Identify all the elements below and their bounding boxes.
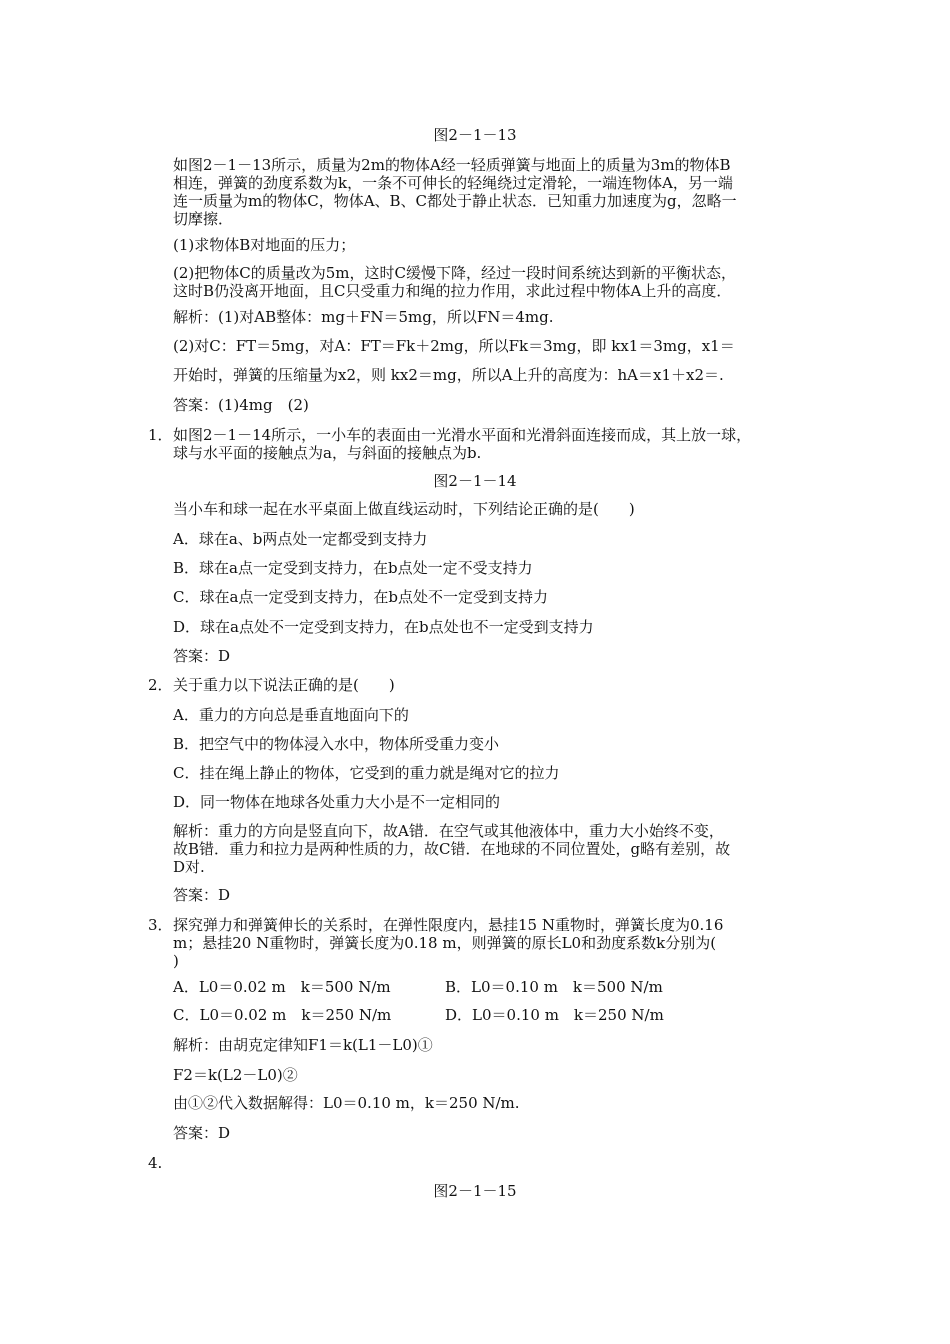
question-stem-line: m；悬挂20 N重物时，弹簧长度为0.18 m，则弹簧的原长L0和劲度系数k分别为( (173, 934, 717, 952)
analysis-line: 由①②代入数据解得：L0＝0.10 m，k＝250 N/m. (173, 1094, 520, 1112)
figure-caption: 图2－1－14 (433, 472, 517, 490)
question-stem: 关于重力以下说法正确的是( ) (173, 676, 395, 694)
example-stem-line: 切摩擦． (173, 210, 234, 228)
question-number: 4. (148, 1154, 163, 1172)
option-a: A．重力的方向总是垂直地面向下的 (173, 706, 409, 724)
option-c: C．挂在绳上静止的物体，它受到的重力就是绳对它的拉力 (173, 764, 560, 782)
question-number: 1． (148, 426, 173, 444)
option-b: B．球在a点一定受到支持力，在b点处一定不受支持力 (173, 559, 533, 577)
analysis-line: 解析：由胡克定律知F1＝k(L1－L0)① (173, 1036, 433, 1054)
option-a: A．L0＝0.02 m k＝500 N/m (173, 978, 391, 996)
answer: 答案：D (173, 647, 231, 665)
analysis-line: 故B错．重力和拉力是两种性质的力，故C错．在地球的不同位置处，g略有差别，故 (173, 840, 731, 858)
example-solution-line: 开始时，弹簧的压缩量为x2，则 kx2＝mg，所以A上升的高度为：hA＝x1＋x2＝. (173, 366, 724, 384)
example-stem-line: 连一质量为m的物体C，物体A、B、C都处于静止状态．已知重力加速度为g，忽略一 (173, 192, 737, 210)
example-question-2: (2)把物体C的质量改为5m，这时C缓慢下降，经过一段时间系统达到新的平衡状态， (173, 264, 736, 282)
question-stem-line: 探究弹力和弹簧伸长的关系时，在弹性限度内，悬挂15 N重物时，弹簧长度为0.16 (173, 916, 724, 934)
option-d: D．球在a点处不一定受到支持力，在b点处也不一定受到支持力 (173, 618, 594, 636)
analysis-line: 解析：重力的方向是竖直向下，故A错．在空气或其他液体中，重力大小始终不变， (173, 822, 724, 840)
option-c: C．L0＝0.02 m k＝250 N/m (173, 1006, 392, 1024)
example-solution-line: (2)对C：FT＝5mg，对A：FT＝Fk＋2mg，所以Fk＝3mg，即 kx1＝3mg，x1＝ (173, 337, 735, 355)
question-prompt: 当小车和球一起在水平桌面上做直线运动时，下列结论正确的是( ) (173, 500, 635, 518)
option-d: D．同一物体在地球各处重力大小是不一定相同的 (173, 793, 501, 811)
option-b: B．把空气中的物体浸入水中，物体所受重力变小 (173, 735, 500, 753)
example-question-1: (1)求物体B对地面的压力； (173, 236, 356, 254)
question-stem-line: 如图2－1－14所示，一小车的表面由一光滑水平面和光滑斜面连接而成，其上放一球， (173, 426, 752, 444)
example-answer: 答案：(1)4mg (2) (173, 396, 309, 414)
option-b: B．L0＝0.10 m k＝500 N/m (445, 978, 663, 996)
question-number: 3． (148, 916, 173, 934)
analysis-line: F2＝k(L2－L0)② (173, 1066, 298, 1084)
question-stem-line: 球与水平面的接触点为a，与斜面的接触点为b. (173, 444, 482, 462)
example-stem-line: 如图2－1－13所示，质量为2m的物体A经一轻质弹簧与地面上的质量为3m的物体B (173, 156, 731, 174)
option-c: C．球在a点一定受到支持力，在b点处不一定受到支持力 (173, 588, 549, 606)
analysis-line: D对. (173, 858, 205, 876)
option-d: D．L0＝0.10 m k＝250 N/m (445, 1006, 664, 1024)
figure-caption: 图2－1－13 (433, 126, 517, 144)
example-stem-line: 相连，弹簧的劲度系数为k，一条不可伸长的轻绳绕过定滑轮，一端连物体A，另一端 (173, 174, 733, 192)
example-question-2: 这时B仍没离开地面，且C只受重力和绳的拉力作用，求此过程中物体A上升的高度． (173, 282, 732, 300)
question-stem-line: ) (173, 952, 179, 970)
example-solution-line: 解析：(1)对AB整体：mg＋FN＝5mg，所以FN＝4mg. (173, 308, 554, 326)
figure-caption: 图2－1－15 (433, 1182, 517, 1200)
answer: 答案：D (173, 1124, 231, 1142)
question-number: 2． (148, 676, 173, 694)
option-a: A．球在a、b两点处一定都受到支持力 (173, 530, 428, 548)
answer: 答案：D (173, 886, 231, 904)
